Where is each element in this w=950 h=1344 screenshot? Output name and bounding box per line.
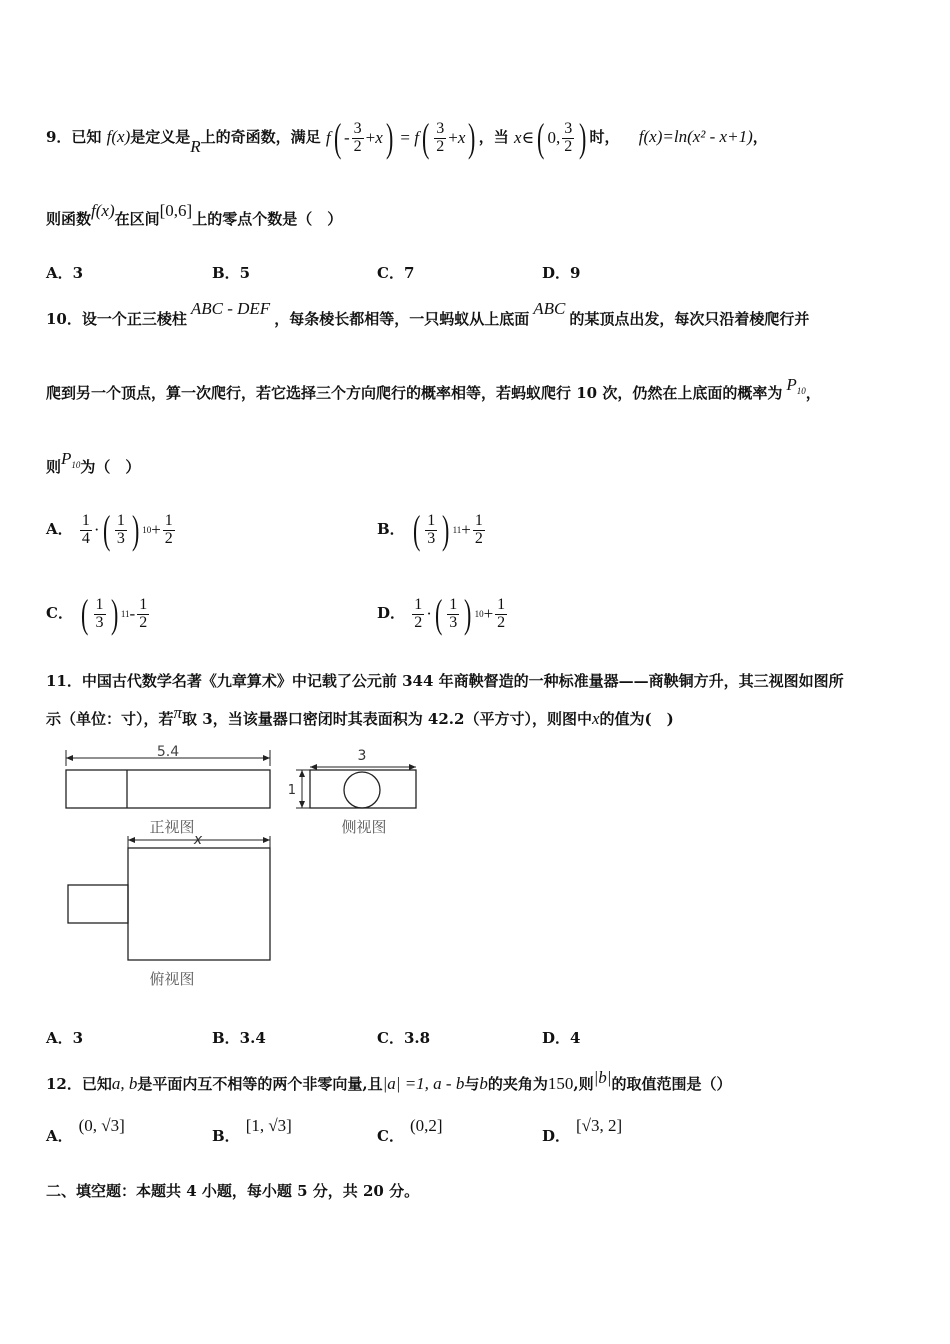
side-view [288,748,416,836]
q9-option-a[interactable]: A．3 [46,264,84,282]
q11-option-d[interactable]: D．4 [542,1029,581,1047]
q9-line1 [46,115,910,160]
q10-opt-d-formula: $\frac{1}{2}$ · ( $\frac{1}{3}$ ) 10 + $\frac{1}{2}$ [414,591,506,636]
q12-line1 [46,1068,910,1094]
section-2-heading: 二、填空题：本题共 4 小题，每小题 5 分，共 20 分。 [46,1182,420,1200]
q9-domain: x ∈ ( 0, $\frac{3}{2}$ ) [514,115,587,160]
q12-opt-c-value: (0,2] [409,1116,443,1135]
q10-P-b: P [61,449,72,468]
q9-interval: [0,6] [159,201,193,220]
q9-l2c: 上的零点个数是（ ） [192,210,343,228]
q12-text4: ,则 [573,1075,594,1093]
q10-opt-b-formula: ( $\frac{1}{3}$ ) 11 + $\frac{1}{2}$ [412,507,483,552]
q12-opt-a-value: (0, √3] [78,1116,125,1135]
q10-text2: 的某顶点出发，每次只沿着棱爬行并 [569,310,810,328]
q10-line2-end: ， [805,384,821,402]
q10-text-line2: 爬到另一个顶点，算一次爬行，若它选择三个方向爬行的概率相等，若蚂蚁爬行 10 次，仍然在上底面的概率为 [46,384,783,402]
q11-option-b[interactable]: B．3.4 [212,1029,266,1047]
q10-l3a: 则 [46,458,62,476]
side-dim-h: 1 [287,783,296,798]
q9-option-c[interactable]: C．7 [377,264,415,282]
q11-l2b: 取 3，当该量器口密闭时其表面积为 42.2（平方寸），则图中 [182,710,592,728]
top-view [68,832,270,988]
q12-opt-d-value: [√3, 2] [576,1116,623,1135]
q9-option-b[interactable]: B．5 [212,264,251,282]
q11-x: x [591,709,600,728]
q12-text1: 是平面内互不相等的两个非零向量,且 [137,1075,383,1093]
q9-option-d[interactable]: D．9 [542,264,581,282]
three-view-figure [60,740,440,1000]
q9-l2a: 则函数 [46,210,92,228]
q9-text3: ，当 [478,128,509,146]
q10-opt-c-formula: ( $\frac{1}{3}$ ) 11 - $\frac{1}{2}$ [81,591,148,636]
side-dim-w: 3 [357,748,367,764]
q10-option-d[interactable] [377,591,509,636]
q12-number: 12．已知 [46,1075,112,1093]
q9-text1: 是定义是 [130,128,191,146]
q12-b: b [479,1074,488,1093]
q12-ab: a, b [111,1074,138,1093]
q11-line2 [46,703,910,729]
q9-number: 9．已知 [46,128,102,146]
q12-option-c[interactable] [377,1116,443,1146]
side-view-label: 侧视图 [341,818,387,836]
q12-angle: 150 [547,1074,574,1093]
q10-option-b[interactable] [377,507,487,552]
q10-P10 [786,375,805,394]
q12-option-b[interactable] [212,1116,292,1146]
q10-opt-a-formula: $\frac{1}{4}$ · ( $\frac{1}{3}$ ) 10 + $\frac{1}{2}$ [81,507,173,552]
q10-line2 [46,375,910,405]
q11-line1: 11．中国古代数学名著《九章算术》中记载了公元前 344 年商鞅督造的一种标准量器——商鞅铜方升，其三视图如图所 [46,672,844,690]
q10-opt-a-label: A． [46,520,73,538]
q12-text5: 的取值范围是（） [611,1075,732,1093]
q9-fx-def: f(x)=ln(x² - x+1) [638,127,753,146]
q10-text1: ，每条棱长都相等，一只蚂蚁从上底面 [274,310,530,328]
q10-line3 [46,449,910,479]
q12-opt-a-label: A． [46,1127,73,1145]
q9-text5: ， [752,128,768,146]
q12-text3: 的夹角为 [487,1075,548,1093]
q10-option-a[interactable] [46,507,177,552]
q12-opt-b-label: B． [212,1127,240,1145]
front-view-label: 正视图 [149,818,195,836]
q12-option-a[interactable] [46,1116,125,1146]
top-view-label: 俯视图 [149,970,195,988]
q12-option-d[interactable] [542,1116,623,1146]
q12-opt-c-label: C． [377,1127,404,1145]
q11-l2c: 的值为( ) [599,710,674,728]
q11-option-a[interactable]: A．3 [46,1029,84,1047]
q9-l2b: 在区间 [114,210,160,228]
q10-base: ABC [533,299,566,318]
q9-text2: 上的奇函数，满足 [200,128,321,146]
q9-fx2: f(x) [91,201,115,220]
q11-l2a: 示（单位：寸），若 [46,710,174,728]
q10-opt-d-label: D． [377,604,406,622]
q12-cond: |a| =1, a - b [382,1074,465,1093]
top-dim-x: x [193,832,203,848]
q10-line1 [46,299,910,329]
q10-number: 10．设一个正三棱柱 [46,310,187,328]
q9-line2 [46,201,910,229]
q10-option-c[interactable] [46,591,151,636]
q10-Psub-b: 10 [71,460,81,470]
q10-P10-b [61,449,80,468]
q11-option-c[interactable]: C．3.8 [377,1029,431,1047]
q9-text4: 时， [589,128,620,146]
q12-text2: 与 [464,1075,480,1093]
q10-l3b: 为（ ） [80,458,141,476]
q10-opt-c-label: C． [46,604,73,622]
q10-Psub: 10 [796,386,806,396]
q10-P: P [786,375,797,394]
q12-opt-b-value: [1, √3] [245,1116,292,1135]
q10-prism: ABC - DEF [190,299,271,318]
q12-absb: |b| [593,1068,612,1087]
q9-R: R [190,137,201,156]
front-view [66,744,270,836]
q9-condition: f ( - $\frac{3}{2}$ + x ) = f ( $\frac{3}{2}$ + x ) [325,115,476,160]
q12-opt-d-label: D． [542,1127,571,1145]
front-dim-label: 5.4 [156,744,180,760]
q11-pi: π [173,703,183,722]
q9-fx: f(x) [106,127,131,146]
q10-opt-b-label: B． [377,520,405,538]
